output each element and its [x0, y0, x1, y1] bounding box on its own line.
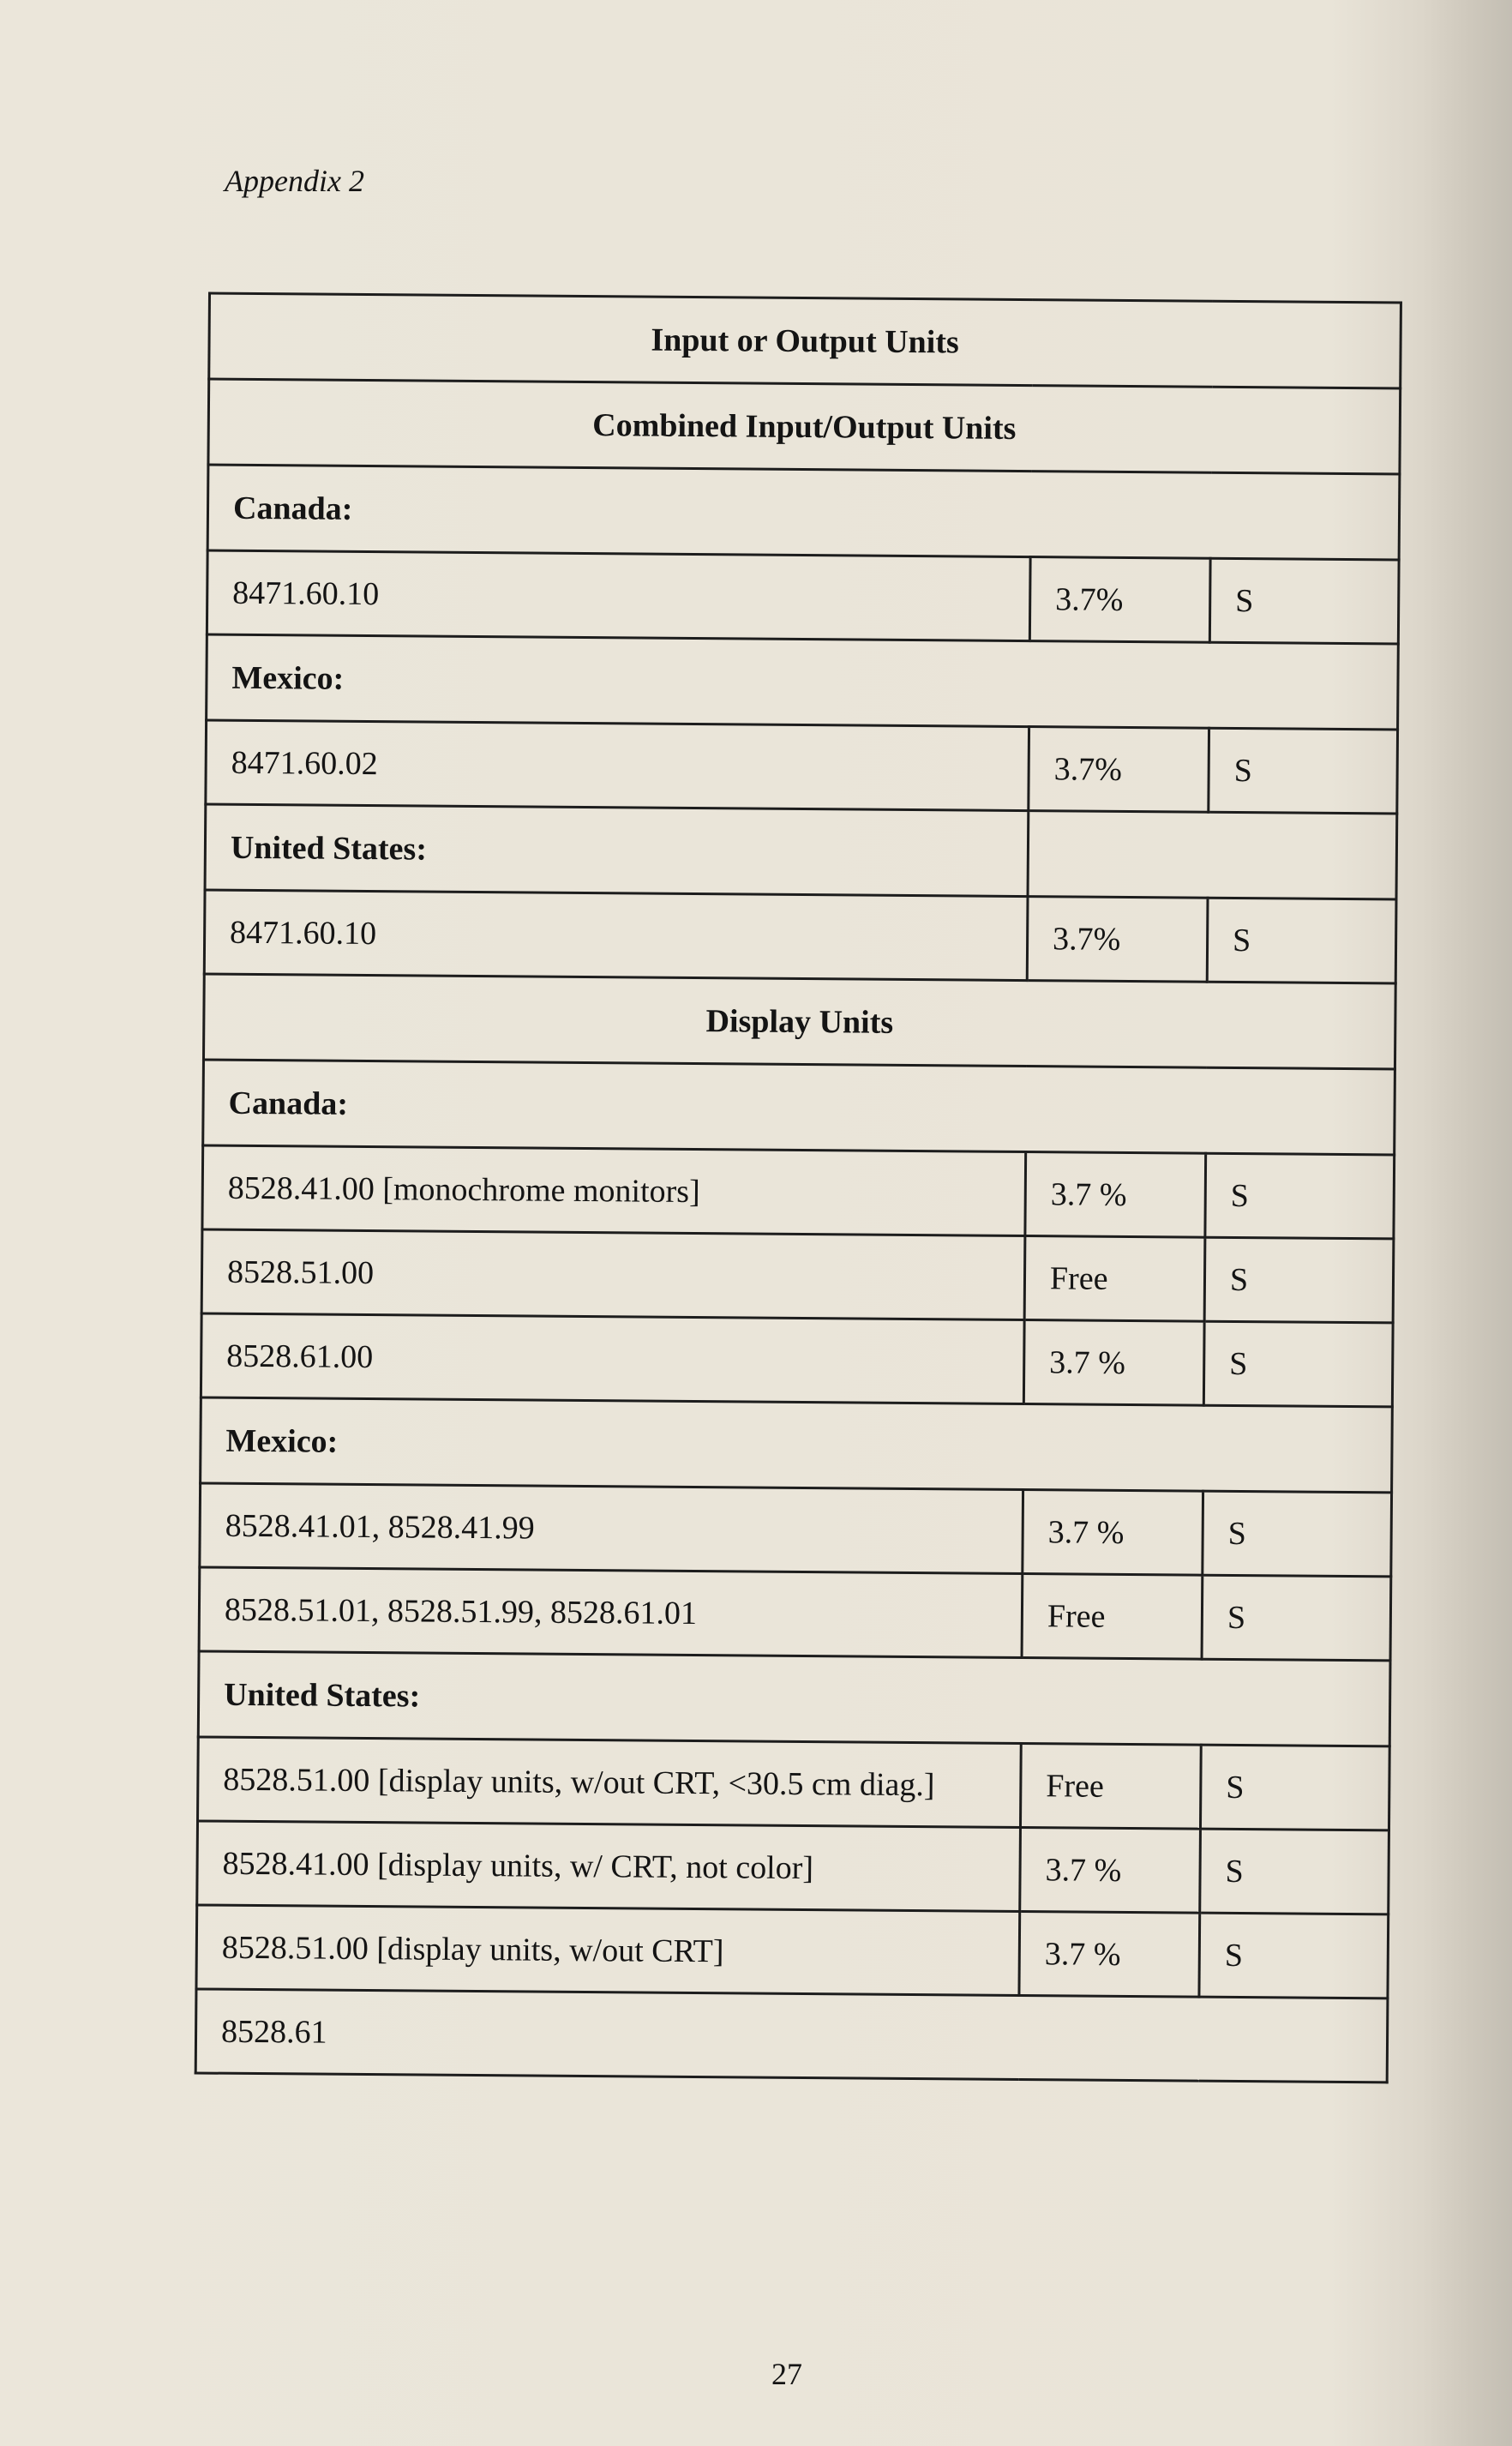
country-row — [207, 634, 1399, 730]
rate-cell: 3.7 % — [1025, 1152, 1206, 1238]
table-row — [199, 1567, 1391, 1661]
table-row — [201, 1229, 1394, 1323]
tariff-cell: 8528.41.00 [monochrome monitors] — [202, 1145, 1026, 1236]
staging-cell: S — [1205, 1153, 1395, 1239]
country-label: United States: — [205, 804, 1029, 897]
country-label: Mexico: — [207, 634, 1399, 730]
tariff-cell: 8471.60.02 — [206, 720, 1029, 811]
staging-cell: S — [1203, 1491, 1392, 1577]
table-row — [207, 550, 1399, 644]
staging-cell: S — [1207, 898, 1396, 983]
table-title: Input or Output Units — [209, 293, 1401, 388]
rate-cell: Free — [1024, 1236, 1205, 1322]
rate-cell: Free — [1022, 1574, 1203, 1660]
appendix-header: Appendix 2 — [225, 164, 364, 198]
tariff-cell: 8528.51.00 [display units, w/out CRT, <30.5 cm diag.] — [198, 1737, 1022, 1828]
tariff-cell: 8528.61.00 — [201, 1313, 1024, 1404]
rate-cell: 3.7 % — [1019, 1912, 1200, 1998]
country-label: United States: — [198, 1651, 1390, 1746]
rate-cell: 3.7 % — [1023, 1320, 1204, 1406]
staging-cell: S — [1209, 728, 1398, 814]
tariff-cell: 8528.51.00 [display units, w/out CRT] — [196, 1905, 1020, 1996]
section-heading: Combined Input/Output Units — [208, 379, 1401, 474]
section-heading: Display Units — [203, 974, 1395, 1069]
table-row — [201, 1313, 1393, 1407]
rate-cell: 3.7% — [1029, 557, 1210, 643]
staging-cell: S — [1200, 1829, 1389, 1914]
tariff-cell: 8528.51.00 — [201, 1229, 1025, 1320]
tariff-cell: 8528.41.00 [display units, w/ CRT, not color] — [197, 1821, 1021, 1912]
tariff-cell: 8528.41.01, 8528.41.99 — [200, 1483, 1023, 1574]
rate-cell: 3.7 % — [1020, 1828, 1201, 1914]
table-row — [200, 1483, 1392, 1577]
tariff-cell: 8471.60.10 — [207, 550, 1030, 641]
table-row — [206, 720, 1398, 814]
table-row — [195, 1989, 1388, 2082]
country-label: Canada: — [203, 1060, 1395, 1155]
country-row — [203, 1060, 1395, 1155]
tariff-cell: 8528.61 — [195, 1989, 1388, 2082]
empty-cell — [1028, 811, 1397, 899]
staging-cell: S — [1200, 1745, 1389, 1830]
table-row — [197, 1821, 1389, 1914]
country-row — [207, 465, 1400, 560]
section-heading-row — [208, 379, 1401, 474]
section-heading-row — [203, 974, 1395, 1069]
staging-cell: S — [1202, 1575, 1391, 1661]
rate-cell: 3.7% — [1029, 727, 1209, 813]
table-row — [196, 1905, 1389, 1998]
staging-cell: S — [1209, 558, 1399, 644]
table-row — [198, 1737, 1390, 1830]
staging-cell: S — [1203, 1321, 1393, 1407]
rate-cell: Free — [1020, 1744, 1201, 1830]
country-label: Canada: — [207, 465, 1400, 560]
country-row — [198, 1651, 1390, 1746]
tariff-table — [195, 292, 1402, 2084]
staging-cell: S — [1199, 1913, 1389, 1998]
table-row — [204, 890, 1396, 983]
tariff-cell: 8528.51.01, 8528.51.99, 8528.61.01 — [199, 1567, 1023, 1658]
rate-cell: 3.7% — [1027, 897, 1208, 983]
staging-cell: S — [1204, 1237, 1394, 1323]
table-row — [202, 1145, 1395, 1239]
country-row — [201, 1397, 1393, 1493]
country-label: Mexico: — [201, 1397, 1393, 1493]
rate-cell: 3.7 % — [1023, 1490, 1203, 1576]
country-row — [205, 804, 1397, 899]
page-number: 27 — [771, 2357, 802, 2391]
table-title-row — [209, 293, 1401, 388]
tariff-cell: 8471.60.10 — [204, 890, 1028, 981]
